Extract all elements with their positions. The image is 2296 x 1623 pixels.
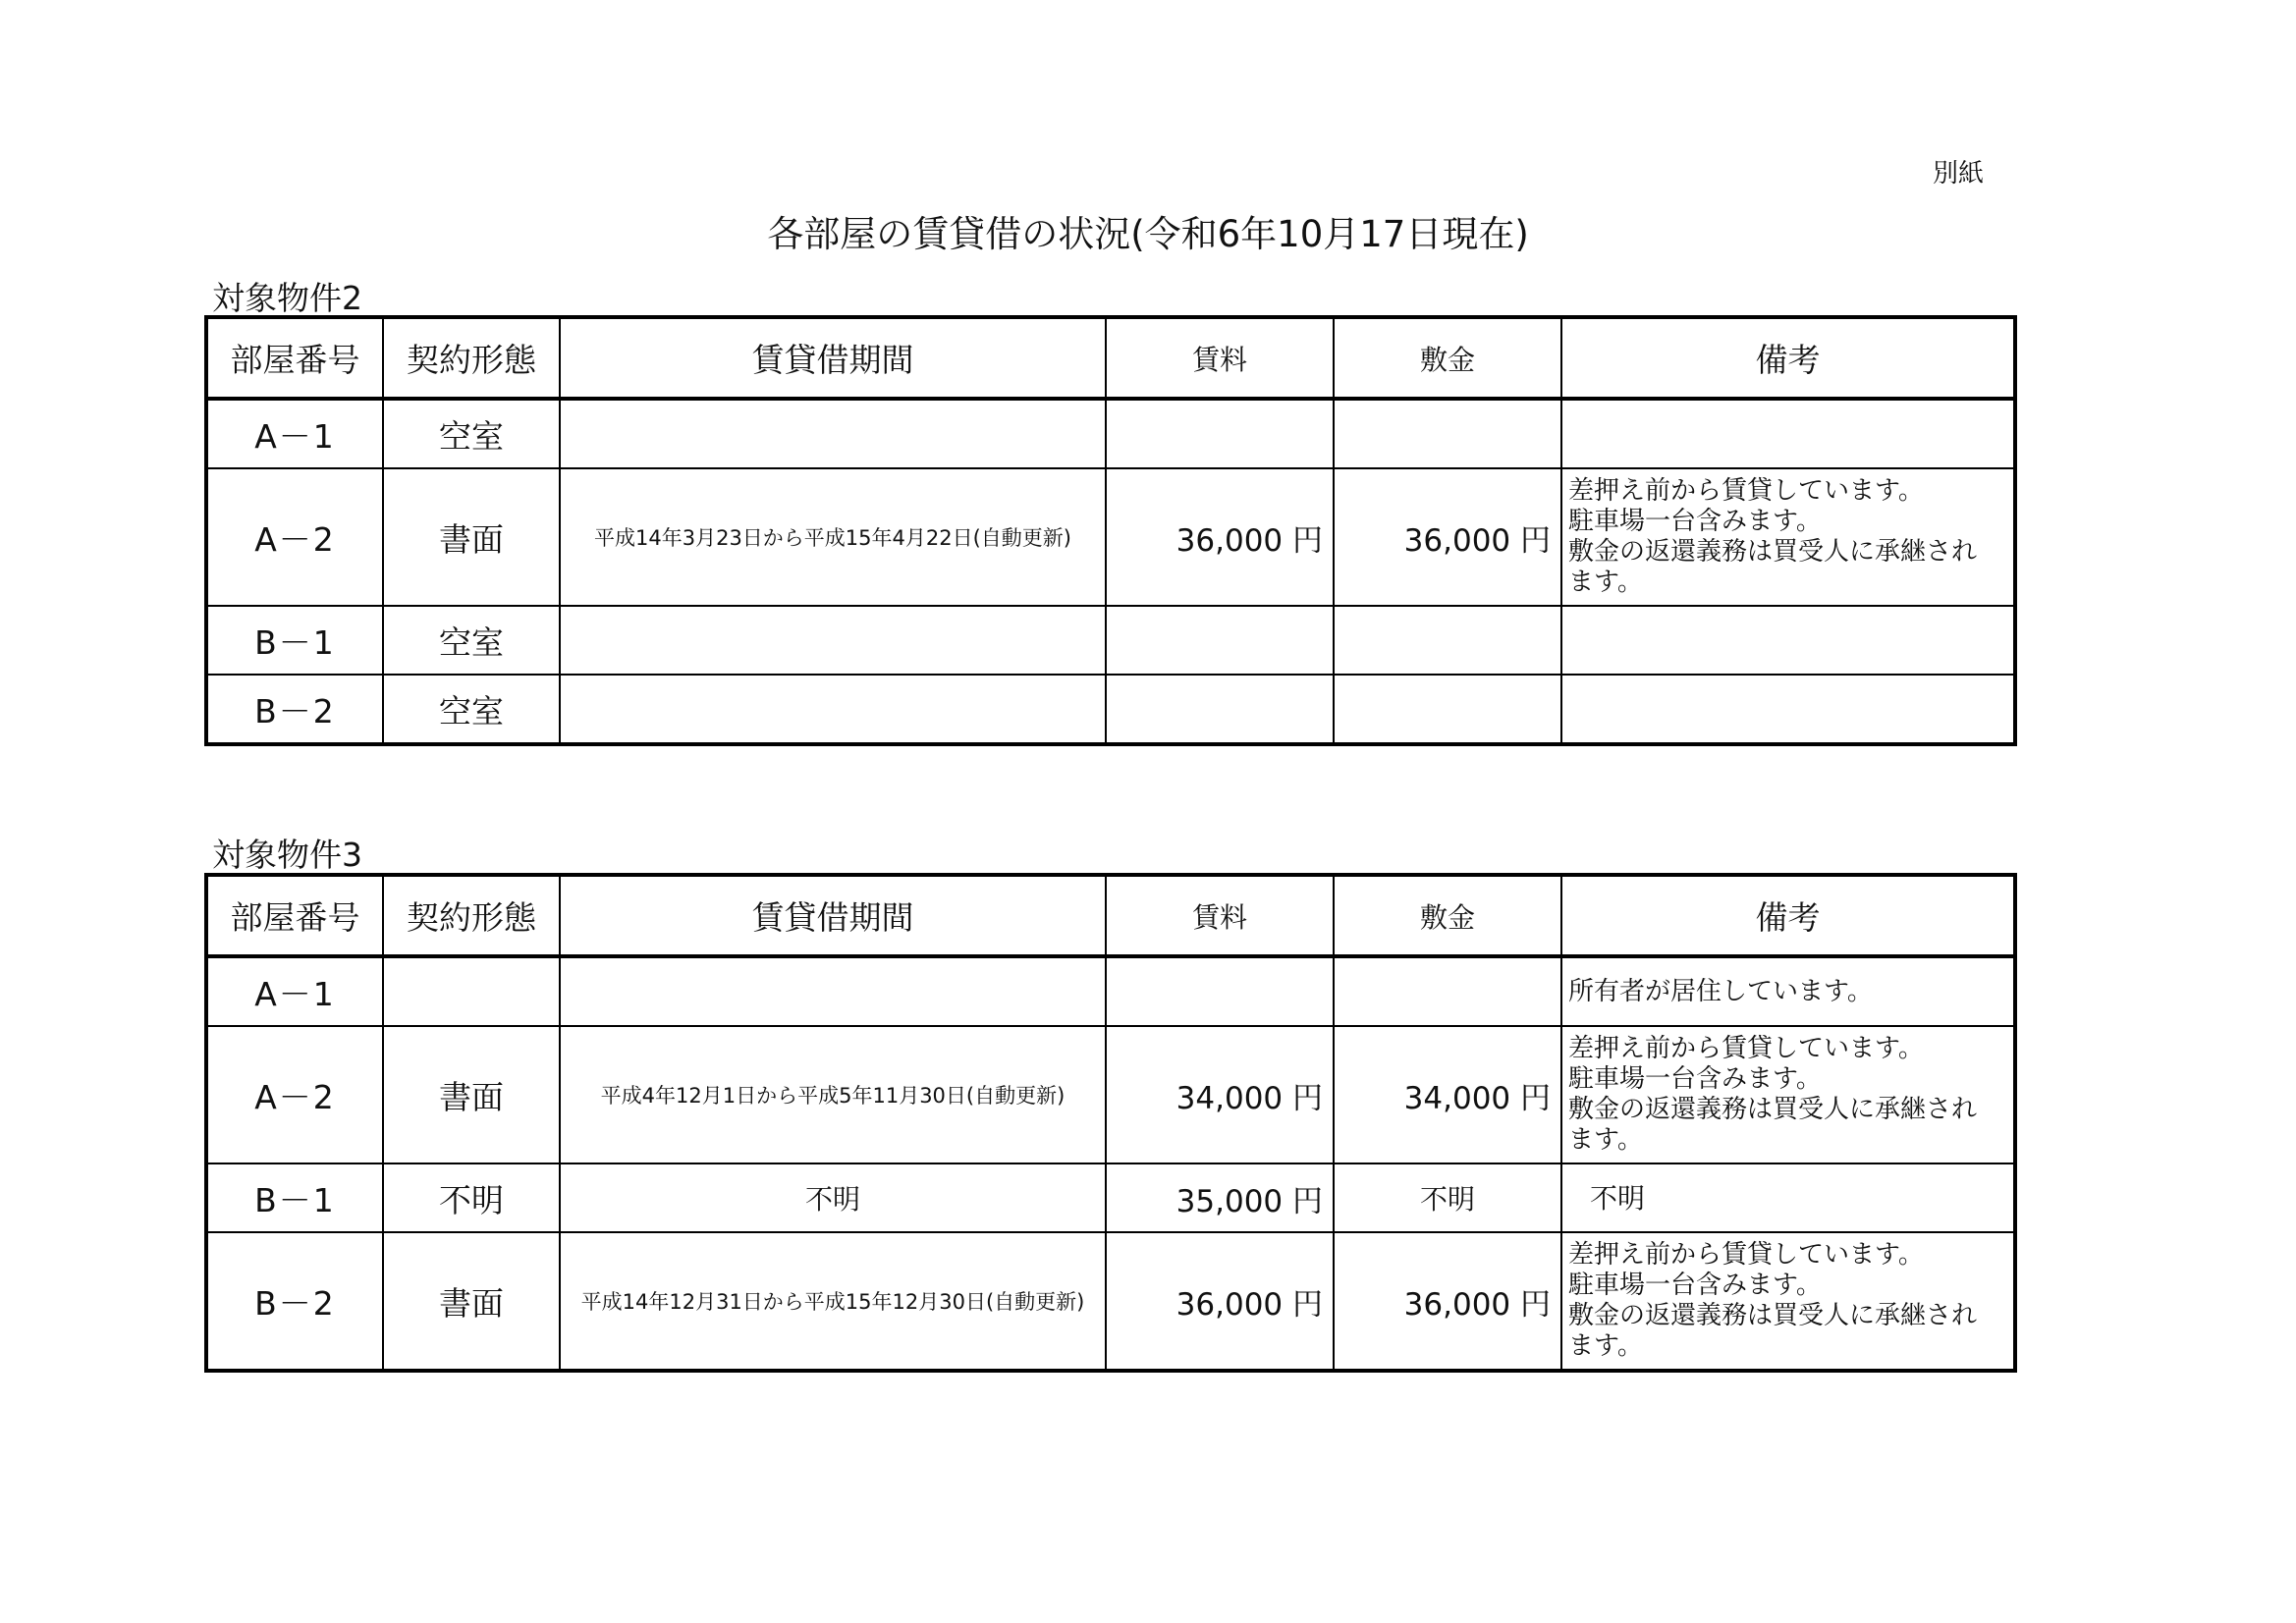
contract-type: 空室	[383, 675, 560, 744]
table-row	[206, 1163, 2015, 1232]
note-line: 敷金の返還義務は買受人に承継され	[1568, 1301, 1978, 1330]
rent-amount	[1106, 956, 1334, 1026]
property3-table	[204, 873, 2017, 1373]
deposit-amount: 不明	[1334, 1163, 1561, 1232]
note-line: 差押え前から賃貸しています。	[1568, 476, 1924, 506]
lease-period	[560, 675, 1106, 744]
table-row	[206, 956, 2015, 1026]
property2-table	[204, 315, 2017, 746]
notes	[1561, 606, 2015, 675]
notes	[1561, 1026, 2015, 1163]
header-deposit: 敷金	[1334, 317, 1561, 399]
table-row	[206, 1232, 2015, 1371]
header-period: 賃貸借期間	[560, 317, 1106, 399]
deposit-amount: 36,000 円	[1334, 468, 1561, 606]
header-notes: 備考	[1561, 875, 2015, 956]
header-notes: 備考	[1561, 317, 2015, 399]
header-rent: 賃料	[1106, 317, 1334, 399]
rent-amount: 36,000 円	[1106, 1232, 1334, 1371]
room-number: A－2	[206, 468, 383, 606]
header-room: 部屋番号	[206, 875, 383, 956]
contract-type: 不明	[383, 1163, 560, 1232]
room-number: B－2	[206, 675, 383, 744]
table-row	[206, 468, 2015, 606]
room-number: A－1	[206, 399, 383, 468]
rent-amount: 36,000 円	[1106, 468, 1334, 606]
table-row	[206, 675, 2015, 744]
rent-amount	[1106, 399, 1334, 468]
note-line: 駐車場一台含みます。	[1568, 1271, 1822, 1300]
deposit-amount: 36,000 円	[1334, 1232, 1561, 1371]
header-contract-type: 契約形態	[383, 875, 560, 956]
note-line: 駐車場一台含みます。	[1568, 507, 1822, 536]
room-number: B－1	[206, 606, 383, 675]
note-line: 所有者が居住しています。	[1568, 976, 1873, 1006]
notes	[1561, 399, 2015, 468]
room-number: A－2	[206, 1026, 383, 1163]
deposit-amount	[1334, 956, 1561, 1026]
contract-type: 空室	[383, 606, 560, 675]
note-line: 差押え前から賃貸しています。	[1568, 1034, 1924, 1063]
lease-period	[560, 606, 1106, 675]
note-line: 駐車場一台含みます。	[1568, 1064, 1822, 1094]
note-line: 敷金の返還義務は買受人に承継され	[1568, 537, 1978, 567]
notes	[1561, 468, 2015, 606]
room-number: A－1	[206, 956, 383, 1026]
deposit-amount	[1334, 399, 1561, 468]
notes	[1561, 675, 2015, 744]
header-rent: 賃料	[1106, 875, 1334, 956]
appendix-label: 別紙	[1933, 159, 1985, 189]
notes	[1561, 956, 2015, 1026]
property3-label: 対象物件3	[212, 836, 362, 874]
rent-amount: 35,000 円	[1106, 1163, 1334, 1232]
deposit-amount: 34,000 円	[1334, 1026, 1561, 1163]
property2-label: 対象物件2	[212, 279, 362, 317]
contract-type: 書面	[383, 1026, 560, 1163]
rent-amount: 34,000 円	[1106, 1026, 1334, 1163]
contract-type	[383, 956, 560, 1026]
room-number: B－2	[206, 1232, 383, 1371]
rent-amount	[1106, 606, 1334, 675]
table-row	[206, 399, 2015, 468]
notes	[1561, 1163, 2015, 1232]
note-line: ます。	[1568, 568, 1643, 597]
lease-period: 平成4年12月1日から平成5年11月30日(自動更新)	[560, 1026, 1106, 1163]
note-line: ます。	[1568, 1125, 1643, 1155]
header-contract-type: 契約形態	[383, 317, 560, 399]
contract-type: 書面	[383, 1232, 560, 1371]
header-deposit: 敷金	[1334, 875, 1561, 956]
header-period: 賃貸借期間	[560, 875, 1106, 956]
note-line: ます。	[1568, 1331, 1643, 1361]
rent-amount	[1106, 675, 1334, 744]
note-line: 敷金の返還義務は買受人に承継され	[1568, 1095, 1978, 1124]
table-header-row	[206, 317, 2015, 399]
contract-type: 書面	[383, 468, 560, 606]
deposit-amount	[1334, 606, 1561, 675]
table-header-row	[206, 875, 2015, 956]
document-title: 各部屋の賃貸借の状況(令和6年10月17日現在)	[767, 213, 1529, 255]
header-room: 部屋番号	[206, 317, 383, 399]
lease-period: 平成14年3月23日から平成15年4月22日(自動更新)	[560, 468, 1106, 606]
note-line: 不明	[1590, 1181, 1646, 1215]
notes	[1561, 1232, 2015, 1371]
room-number: B－1	[206, 1163, 383, 1232]
contract-type: 空室	[383, 399, 560, 468]
deposit-amount	[1334, 675, 1561, 744]
lease-period	[560, 956, 1106, 1026]
lease-period: 不明	[560, 1163, 1106, 1232]
lease-period	[560, 399, 1106, 468]
note-line: 差押え前から賃貸しています。	[1568, 1240, 1924, 1270]
lease-period: 平成14年12月31日から平成15年12月30日(自動更新)	[560, 1232, 1106, 1371]
table-row	[206, 606, 2015, 675]
table-row	[206, 1026, 2015, 1163]
